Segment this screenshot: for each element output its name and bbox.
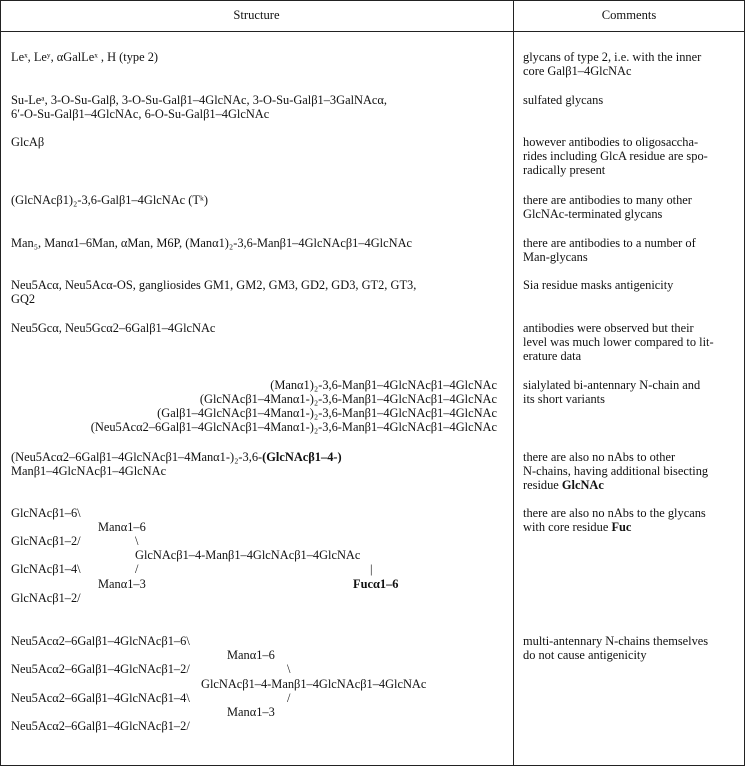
structure-text: (Neu5Acα2–6Galβ1–4GlcNAcβ1–4Manα1-)₂-3,6- [11, 450, 263, 464]
column-divider [513, 0, 514, 766]
structure-line: (GlcNAcβ1–4Manα1-)₂-3,6-Manβ1–4GlcNAcβ1–4GlcNAc [199, 392, 497, 406]
comment-line: Man-glycans [523, 250, 588, 265]
structure-line: Neu5Acα, Neu5Acα-OS, gangliosides GM1, GM2, GM3, GD2, GD3, GT2, GT3, [11, 278, 417, 292]
comment-line: erature data [523, 349, 582, 364]
comment-line: sulfated glycans [523, 93, 604, 107]
comment-line: however antibodies to oligosaccha- [523, 135, 699, 149]
structure-line: / [287, 691, 291, 705]
structure-line: Neu5Gcα, Neu5Gcα2–6Galβ1–4GlcNAc [11, 321, 216, 335]
structure-line: GlcNAcβ1–2/ [11, 591, 81, 605]
comment-line: there are also no nAbs to other [523, 450, 676, 464]
table-row-comment [523, 278, 738, 292]
structure-line: Manα1–3 [98, 577, 146, 591]
comment-line: there are antibodies to a number of [523, 236, 696, 250]
table-row-structure [11, 93, 511, 121]
structure-line: GlcNAcβ1–4-Manβ1–4GlcNAcβ1–4GlcNAc [135, 548, 361, 562]
column-header-structure: Structure [233, 8, 280, 22]
comment-line [523, 478, 738, 492]
table-row-structure [11, 321, 511, 335]
table-row-structure [11, 135, 511, 149]
structure-line: (Manα1)₂-3,6-Manβ1–4GlcNAcβ1–4GlcNAc [270, 378, 497, 392]
structure-line: Manα1–6 [98, 520, 146, 534]
structure-line: GlcAβ [11, 135, 45, 149]
structure-line: Su-Leᵃ, 3-O-Su-Galβ, 3-O-Su-Galβ1–4GlcNAc, 3-O-Su-Galβ1–3GalNAcα, [11, 93, 387, 107]
comment-line: rides including GlcA residue are spo- [523, 149, 708, 164]
comment-line: Sia residue masks antigenicity [523, 278, 674, 292]
structure-line: 6′-O-Su-Galβ1–4GlcNAc, 6-O-Su-Galβ1–4GlcNAc [11, 107, 270, 121]
comment-line: its short variants [523, 392, 605, 407]
structure-line: (Neu5Acα2–6Galβ1–4GlcNAcβ1–4Manα1-)₂-3,6-Manβ1–4GlcNAcβ1–4GlcNAc [90, 420, 497, 434]
table-row-comment [523, 506, 738, 534]
structure-line: Neu5Acα2–6Galβ1–4GlcNAcβ1–6\ [11, 634, 190, 648]
table-row-structure [11, 193, 511, 207]
comment-line: core Galβ1–4GlcNAc [523, 64, 632, 79]
structure-line: / [135, 562, 139, 576]
bisecting-glcnac-bold: (GlcNAcβ1–4-) [262, 450, 342, 464]
table-row-comment [523, 450, 738, 493]
comment-line: sialylated bi-antennary N-chain and [523, 378, 701, 392]
structure-line: Neu5Acα2–6Galβ1–4GlcNAcβ1–4\ [11, 691, 190, 705]
table-row-structure [11, 278, 511, 306]
structure-line: GQ2 [11, 292, 36, 306]
table-left-border [0, 0, 1, 766]
structure-line: Neu5Acα2–6Galβ1–4GlcNAcβ1–2/ [11, 719, 190, 733]
table-row-comment [523, 236, 738, 264]
table-row-comment [523, 634, 738, 662]
comment-line: radically present [523, 163, 606, 178]
comment-line: antibodies were observed but their [523, 321, 694, 335]
structure-line: (Galβ1–4GlcNAcβ1–4Manα1-)₂-3,6-Manβ1–4GlcNAcβ1–4GlcNAc [157, 406, 497, 420]
glcnac-bold: GlcNAc [561, 478, 604, 493]
table-row-comment [523, 135, 738, 178]
comment-line [523, 520, 738, 534]
comment-line: multi-antennary N-chains themselves [523, 634, 709, 648]
structure-line: Leˣ, Leʸ, αGalLeˣ , H (type 2) [11, 50, 159, 64]
table-row-comment [523, 93, 738, 107]
structure-line: | [370, 562, 373, 576]
structure-line: GlcNAcβ1–6\ [11, 506, 81, 520]
table-row-structure [11, 50, 511, 64]
comment-line: there are also no nAbs to the glycans [523, 506, 706, 520]
comment-line: N-chains, having additional bisecting [523, 464, 709, 479]
comment-line: GlcNAc-terminated glycans [523, 207, 663, 222]
structure-line: GlcNAcβ1–4-Manβ1–4GlcNAcβ1–4GlcNAc [201, 677, 427, 691]
column-header-comments: Comments [601, 8, 657, 22]
fucose-bold: Fucα1–6 [353, 577, 399, 591]
structure-line: Manα1–6 [227, 648, 275, 662]
structure-line: Manβ1–4GlcNAcβ1–4GlcNAc [11, 464, 167, 478]
header-divider [0, 31, 744, 32]
structure-line [11, 450, 511, 464]
structure-line: GlcNAcβ1–4\ [11, 562, 81, 576]
comment-line: level was much lower compared to lit- [523, 335, 714, 350]
comment-line: do not cause antigenicity [523, 648, 647, 663]
structure-line: (GlcNAcβ1)₂-3,6-Galβ1–4GlcNAc (Tᵏ) [11, 193, 208, 207]
structure-line: \ [287, 662, 291, 676]
table-row-structure [11, 236, 511, 250]
structure-line: Neu5Acα2–6Galβ1–4GlcNAcβ1–2/ [11, 662, 190, 676]
comment-text: residue [523, 478, 562, 493]
comment-text: with core residue [523, 520, 612, 535]
structure-line: \ [135, 534, 139, 548]
structure-line: GlcNAcβ1–2/ [11, 534, 81, 548]
comment-line: glycans of type 2, i.e. with the inner [523, 50, 702, 64]
structure-line: Manα1–3 [227, 705, 275, 719]
comment-line: there are antibodies to many other [523, 193, 692, 207]
fuc-bold: Fuc [611, 520, 632, 535]
structure-line: Man₅, Manα1–6Man, αMan, M6P, (Manα1)₂-3,6-Manβ1–4GlcNAcβ1–4GlcNAc [11, 236, 413, 250]
table-top-border [0, 0, 744, 1]
table-row-comment [523, 378, 738, 406]
table-row-comment [523, 50, 738, 78]
table-row-comment [523, 321, 738, 364]
table-row-structure [11, 450, 511, 478]
table-row-comment [523, 193, 738, 221]
